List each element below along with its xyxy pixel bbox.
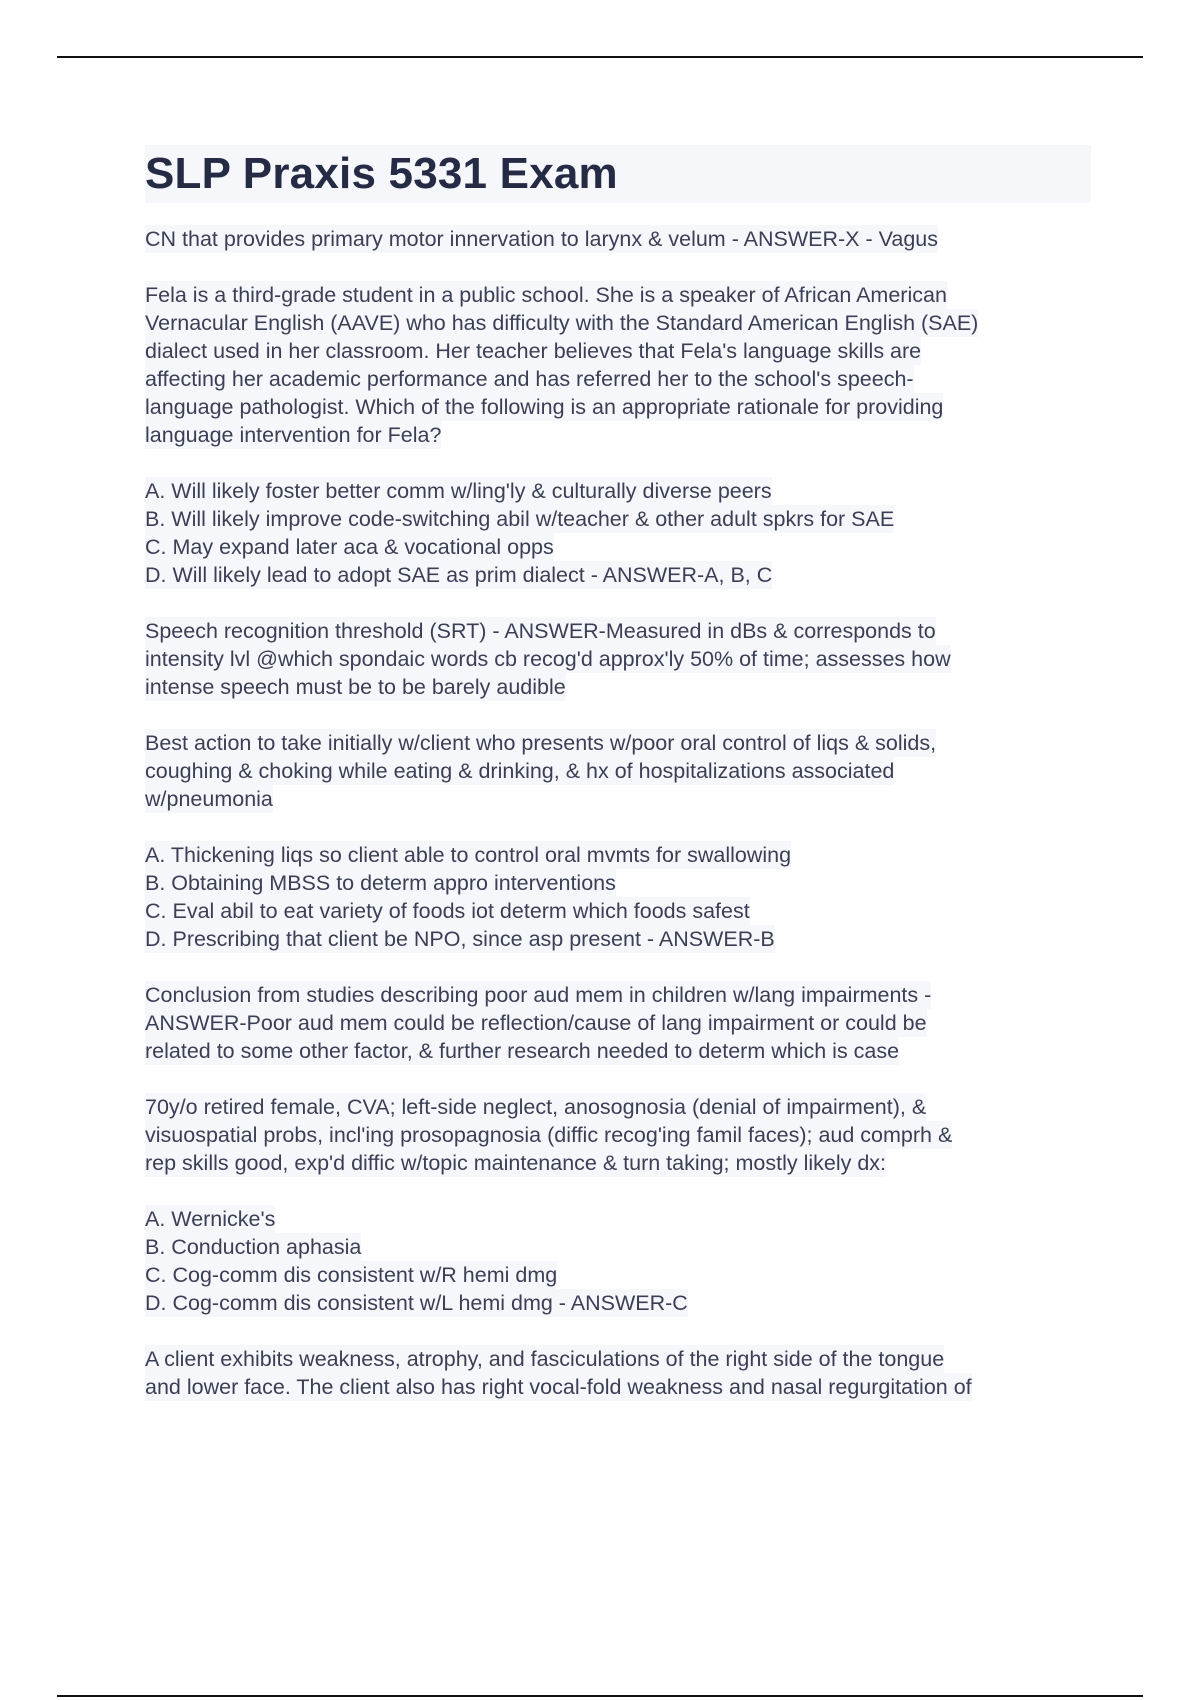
- qa-block-3: [145, 617, 1095, 701]
- text-line: coughing & choking while eating & drinking, & hx of hospitalizations associated: [145, 759, 895, 783]
- title-band: [145, 145, 1091, 203]
- option-line: A. Will likely foster better comm w/ling'ly & culturally diverse peers: [145, 479, 772, 503]
- top-rule: [57, 56, 1143, 58]
- qa-block-6: [145, 1093, 1095, 1177]
- option-line: C. May expand later aca & vocational opps: [145, 535, 554, 559]
- text-line: ANSWER-Poor aud mem could be reflection/cause of lang impairment or could be: [145, 1011, 927, 1035]
- qa-block-2: [145, 281, 1095, 449]
- text-line: language pathologist. Which of the following is an appropriate rationale for providing: [145, 395, 944, 419]
- text-line: language intervention for Fela?: [145, 423, 442, 447]
- answer-options-2: [145, 841, 1095, 953]
- option-line: B. Will likely improve code-switching abil w/teacher & other adult spkrs for SAE: [145, 507, 895, 531]
- bottom-rule: [57, 1695, 1143, 1697]
- qa-block-5: [145, 981, 1095, 1065]
- option-line: C. Cog-comm dis consistent w/R hemi dmg: [145, 1263, 558, 1287]
- text-line: Vernacular English (AAVE) who has difficulty with the Standard American English (SAE): [145, 311, 979, 335]
- option-line: A. Thickening liqs so client able to control oral mvmts for swallowing: [145, 843, 792, 867]
- text-line: Fela is a third-grade student in a public school. She is a speaker of African American: [145, 283, 947, 307]
- text-line: A client exhibits weakness, atrophy, and fasciculations of the right side of the tongue: [145, 1347, 945, 1371]
- text-line: dialect used in her classroom. Her teacher believes that Fela's language skills are: [145, 339, 922, 363]
- option-line: D. Will likely lead to adopt SAE as prim dialect - ANSWER-A, B, C: [145, 563, 773, 587]
- page-content: [145, 145, 1095, 1429]
- option-line: B. Obtaining MBSS to determ appro interventions: [145, 871, 616, 895]
- option-line: D. Cog-comm dis consistent w/L hemi dmg - ANSWER-C: [145, 1291, 688, 1315]
- text-line: w/pneumonia: [145, 787, 273, 811]
- text-line: Best action to take initially w/client who presents w/poor oral control of liqs & solids,: [145, 731, 937, 755]
- answer-options-3: [145, 1205, 1095, 1317]
- text-line: rep skills good, exp'd diffic w/topic maintenance & turn taking; mostly likely dx:: [145, 1151, 887, 1175]
- option-line: D. Prescribing that client be NPO, since asp present - ANSWER-B: [145, 927, 775, 951]
- text-line: related to some other factor, & further research needed to determ which is case: [145, 1039, 900, 1063]
- text-line: and lower face. The client also has right vocal-fold weakness and nasal regurgitation of: [145, 1375, 972, 1399]
- text-line: intense speech must be to be barely audible: [145, 675, 566, 699]
- text-line: Speech recognition threshold (SRT) - ANSWER-Measured in dBs & corresponds to: [145, 619, 936, 643]
- page-title: SLP Praxis 5331 Exam: [145, 149, 618, 198]
- text-line: intensity lvl @which spondaic words cb recog'd approx'ly 50% of time; assesses how: [145, 647, 951, 671]
- text-line: affecting her academic performance and has referred her to the school's speech-: [145, 367, 914, 391]
- qa-block-1: [145, 225, 1095, 253]
- text-line: Conclusion from studies describing poor aud mem in children w/lang impairments -: [145, 983, 932, 1007]
- qa-block-4: [145, 729, 1095, 813]
- option-line: A. Wernicke's: [145, 1207, 276, 1231]
- qa-block-7: [145, 1345, 1095, 1401]
- answer-options-1: [145, 477, 1095, 589]
- text-line: CN that provides primary motor innervation to larynx & velum - ANSWER-X - Vagus: [145, 227, 938, 251]
- option-line: C. Eval abil to eat variety of foods iot determ which foods safest: [145, 899, 750, 923]
- text-line: visuospatial probs, incl'ing prosopagnosia (diffic recog'ing famil faces); aud comprh &: [145, 1123, 953, 1147]
- option-line: B. Conduction aphasia: [145, 1235, 362, 1259]
- text-line: 70y/o retired female, CVA; left-side neglect, anosognosia (denial of impairment), &: [145, 1095, 927, 1119]
